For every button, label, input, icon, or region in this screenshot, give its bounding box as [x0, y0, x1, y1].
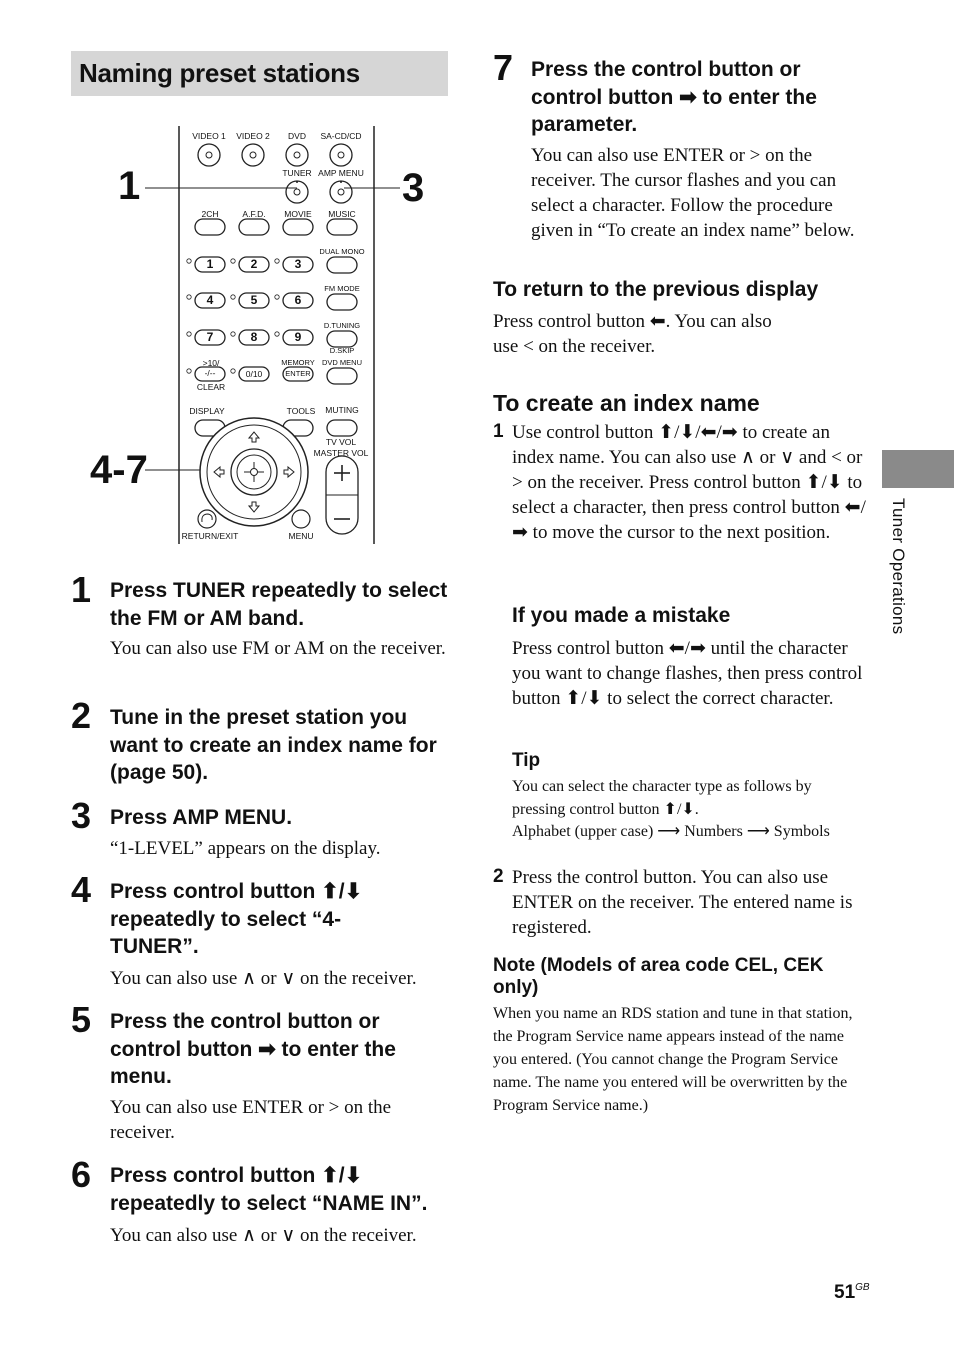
page-number-suffix: GB	[855, 1282, 870, 1293]
label-movie: MOVIE	[284, 209, 312, 219]
label-dual-mono: DUAL MONO	[319, 247, 365, 256]
label-display: DISPLAY	[189, 406, 225, 416]
step-3-title: Press AMP MENU.	[110, 806, 293, 829]
create-item-2-number: 2	[493, 866, 504, 887]
tip-heading: Tip	[512, 750, 541, 771]
step-5-body: You can also use ENTER or > on the receiver.	[110, 1097, 392, 1143]
label-dvd-menu: DVD MENU	[321, 358, 363, 367]
mistake-body: Press control button ⬅/➡ until the character you want to change flashes, then press control button ⬆/⬇ to select the correct character.	[512, 638, 863, 709]
label-tuner: TUNER	[282, 168, 312, 178]
create-item-2-text: Press the control button. You can also use ENTER on the receiver. The entered name is registered.	[512, 867, 853, 938]
key-dash: -/--	[204, 368, 216, 378]
label-sacd: SA-CD/CD	[320, 131, 362, 141]
step-1-title: Press TUNER repeatedly to select the FM or AM band.	[110, 579, 448, 630]
return-body: Press control button ⬅. You can also use < on the receiver.	[493, 311, 772, 357]
key-8: 8	[250, 330, 258, 344]
key-9: 9	[294, 330, 302, 344]
label-tools: TOOLS	[286, 406, 316, 416]
create-item-1-text: Use control button ⬆/⬇/⬅/➡ to create an index name. You can also use ∧ or ∨ and < or > on the receiver. Press control button ⬆/⬇ to select a character, then press control button ⬅/➡ to move the cursor to the next position.	[512, 422, 866, 543]
mistake-heading: If you made a mistake	[512, 604, 731, 627]
step-4-title: Press control button ⬆/⬇ repeatedly to select “4-TUNER”.	[110, 880, 363, 958]
key-7: 7	[206, 330, 214, 344]
label-video1: VIDEO 1	[192, 131, 226, 141]
label-dvd: DVD	[288, 131, 306, 141]
callout-lines	[140, 170, 440, 490]
section-title: Naming preset stations	[79, 58, 360, 88]
step-7-title: Press the control button or control button ➡ to enter the parameter.	[531, 58, 817, 136]
label-muting: MUTING	[325, 405, 359, 415]
step-5-number: 5	[71, 999, 92, 1040]
label-d-skip: D.SKIP	[329, 346, 355, 355]
note-body: When you name an RDS station and tune in that station, the Program Service name appears instead of the name you entered. (You cannot change the Program Service name. The name you entered will be overwritten by the Program Service name.)	[493, 1005, 853, 1114]
key-zero-ten: 0/10	[245, 369, 263, 379]
step-5-title: Press the control button or control button ➡ to enter the menu.	[110, 1010, 396, 1088]
step-1-body: You can also use FM or AM on the receiver.	[110, 638, 446, 659]
step-2-title: Tune in the preset station you want to create an index name for (page 50).	[110, 706, 437, 784]
label-afd: A.F.D.	[242, 209, 266, 219]
tip-body: You can select the character type as follows by pressing control button ⬆/⬇.	[512, 778, 812, 818]
side-label: Tuner Operations	[889, 498, 908, 635]
step-6-title: Press control button ⬆/⬇ repeatedly to select “NAME IN”.	[110, 1164, 428, 1215]
step-4-number: 4	[71, 869, 92, 910]
label-master-vol: MASTER VOL	[313, 448, 369, 458]
callout-1: 1	[118, 164, 141, 208]
note-heading: Note (Models of area code CEL, CEK only)	[493, 955, 824, 998]
page-number	[834, 1282, 870, 1304]
side-tab-marker	[882, 450, 954, 488]
key-1: 1	[206, 257, 214, 271]
key-3: 3	[294, 257, 302, 271]
label-return-exit: RETURN/EXIT	[181, 531, 239, 541]
step-2-number: 2	[71, 695, 92, 736]
key-5: 5	[250, 293, 258, 307]
label-menu: MENU	[288, 531, 314, 541]
key-2: 2	[250, 257, 258, 271]
label-d-tuning: D.TUNING	[323, 321, 361, 330]
page-number-value: 51	[834, 1282, 856, 1303]
tip-sequence: Alphabet (upper case) ⟶ Numbers ⟶ Symbols	[512, 823, 830, 840]
step-7-body: You can also use ENTER or > on the receiver. The cursor flashes and you can select a character. Follow the procedure given in “To create an index name” below.	[531, 145, 855, 241]
label-memory: MEMORY	[281, 358, 315, 367]
step-1-number: 1	[71, 569, 92, 610]
label-fm-mode: FM MODE	[324, 284, 360, 293]
callout-3: 3	[402, 166, 425, 210]
step-4-body: You can also use ∧ or ∨ on the receiver.	[110, 968, 417, 989]
step-6-body: You can also use ∧ or ∨ on the receiver.	[110, 1225, 417, 1246]
label-amp-menu: AMP MENU	[318, 168, 364, 178]
label-tv-vol: TV VOL	[325, 437, 357, 447]
callout-4-7: 4-7	[90, 448, 148, 492]
step-7-number: 7	[493, 47, 514, 88]
return-heading: To return to the previous display	[493, 278, 819, 301]
label-2ch: 2CH	[201, 209, 219, 219]
label-video2: VIDEO 2	[236, 131, 270, 141]
key-6: 6	[294, 293, 302, 307]
step-6-number: 6	[71, 1154, 92, 1195]
step-3-number: 3	[71, 795, 92, 836]
label-music: MUSIC	[328, 209, 356, 219]
section-heading	[71, 51, 448, 96]
key-4: 4	[206, 293, 214, 307]
key-enter: ENTER	[285, 369, 311, 378]
label-ten-plus: >10/	[202, 358, 220, 368]
create-item-1-number: 1	[493, 421, 504, 442]
label-clear: CLEAR	[196, 382, 226, 392]
step-3-body: “1-LEVEL” appears on the display.	[110, 838, 381, 859]
create-heading: To create an index name	[493, 390, 760, 416]
